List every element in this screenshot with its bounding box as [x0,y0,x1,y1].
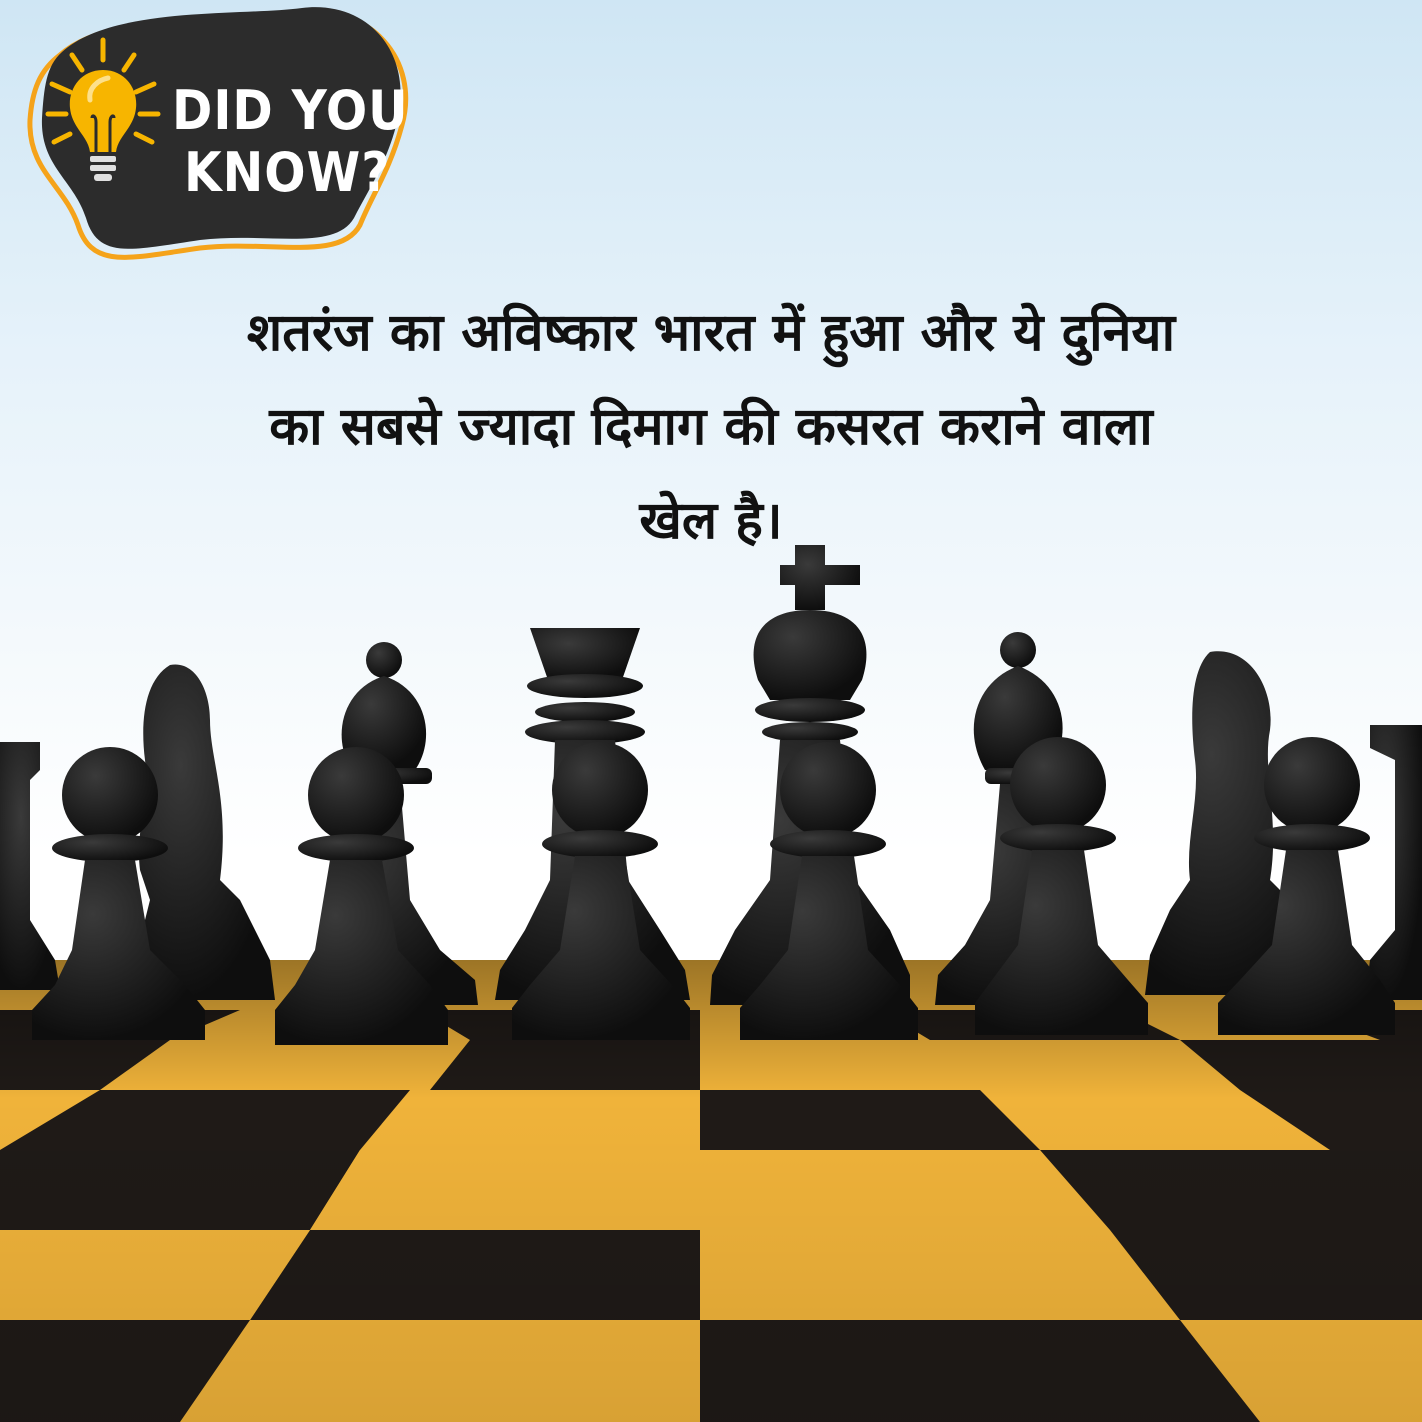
pawn-2 [275,747,448,1045]
fact-text [60,286,1362,568]
chess-scene [0,540,1422,1422]
rook-left [0,742,60,990]
badge-title-line2: KNOW? [184,141,391,204]
badge-title-line1: DID YOU [172,79,409,142]
knight-left [130,664,275,1000]
rook-right [1365,725,1422,1000]
fact-line-1: शतरंज का अविष्कार भारत में हुआ और ये दुनिया [246,303,1176,363]
did-you-know-badge [0,0,430,280]
fact-line-3: खेल है। [639,491,783,551]
pawn-3 [512,742,690,1040]
fact-line-2: का सबसे ज्यादा दिमाग की कसरत कराने वाला [269,397,1153,457]
chessboard [0,960,1422,1422]
